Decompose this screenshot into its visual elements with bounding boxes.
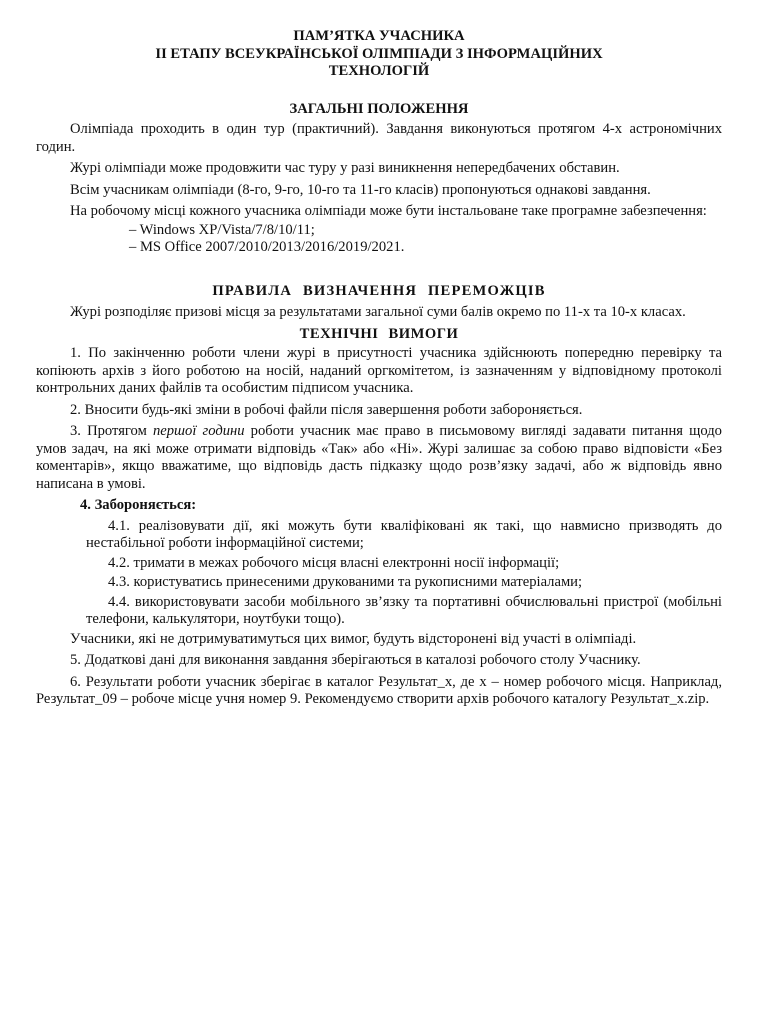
- winners-paragraph: Журі розподіляє призові місця за результатами загальної суми балів окремо по 11-х та 10-х класах.: [70, 304, 686, 320]
- tech-rule-2: 2. Вносити будь-які зміни в робочі файли після завершення роботи забороняється.: [70, 401, 583, 418]
- tech-rule-5: 5. Додаткові дані для виконання завдання зберігаються в каталозі робочого столу Учаснику.: [70, 652, 641, 668]
- ban-item-4-4: 4.4. використовувати засоби мобільного зв’язку та портативні обчислювальні пристрої (мобільні телефони, калькулятори, ноутбуки тощо).: [86, 593, 722, 627]
- general-paragraph-3: Всім учасникам олімпіади (8-го, 9-го, 10-го та 11-го класів) пропонуються однакові завдання.: [70, 181, 651, 198]
- tech-rule-3-italic: першої години: [152, 423, 245, 439]
- ban-item-4-1: 4.1. реалізовувати дії, які можуть бути кваліфіковані як такі, що навмисно призводять до нестабільної роботи інформаційної системи;: [86, 517, 722, 551]
- tech-heading: ТЕХНІЧНІ ВИМОГИ: [299, 325, 459, 342]
- tech-rule-4-heading: 4. Забороняється:: [80, 497, 197, 513]
- tech-rule-3-start: 3. Протягом: [70, 423, 153, 439]
- tech-rule-6: 6. Результати роботи учасник зберігає в каталог Результат_х, де х – номер робочого місця. Наприклад, Результат_09 – робоче місце учня номер 9. Рекомендуємо створити архів робочого каталогу Результат_х.zip.: [36, 673, 722, 707]
- header-title-line-3: ТЕХНОЛОГІЙ: [328, 63, 430, 79]
- general-paragraph-1: Олімпіада проходить в один тур (практичний). Завдання виконуються протягом 4-х астрономічних годин.: [36, 121, 722, 155]
- tech-section: [36, 326, 722, 709]
- tech-rule-3-end: роботи учасник має право в письмовому вигляді задавати питання щодо умов задач, на які може отримати відповідь «Так» або «Ні». Журі залишає за собою право відповісти «Без коментарів», якщо вважатиме, що відповідь дасть підказку щодо розв’язку задачі, або ж відповідь явно написана в умові.: [36, 423, 722, 492]
- tech-rule-3: [36, 423, 722, 493]
- general-section: [36, 101, 722, 257]
- general-heading: ЗАГАЛЬНІ ПОЛОЖЕННЯ: [289, 100, 469, 117]
- violation-paragraph: Учасники, які не дотримуватимуться цих вимог, будуть відсторонені від участі в олімпіаді.: [70, 630, 637, 647]
- document-header: [36, 26, 722, 81]
- general-paragraph-4: На робочому місці кожного учасника олімпіади може бути інстальоване таке програмне забезпечення:: [70, 203, 707, 219]
- header-title-line-1: ПАМ’ЯТКА УЧАСНИКА: [293, 28, 465, 44]
- ban-item-4-3: 4.3. користуватись принесеними друкованими та рукописними матеріалами;: [108, 574, 583, 590]
- ban-item-4-2: 4.2. тримати в межах робочого місця власні електронні носії інформації;: [108, 554, 560, 571]
- general-paragraph-2: Журі олімпіади може продовжити час туру у разі виникнення непередбачених обставин.: [70, 160, 620, 176]
- software-item-office: – MS Office 2007/2010/2013/2016/2019/2021.: [129, 239, 405, 255]
- tech-rule-1: 1. По закінченню роботи члени журі в присутності учасника здійснюють попередню перевірку та копіюють архів з його роботою на носій, наданий оргкомітетом, із зазначенням у відповідному протоколі контрольних даних файлів та особистим підписом учасника.: [36, 345, 722, 396]
- winners-section: [36, 283, 722, 322]
- header-title-line-2: ІІ ЕТАПУ ВСЕУКРАЇНСЬКОЇ ОЛІМПІАДИ З ІНФОРМАЦІЙНИХ: [155, 45, 603, 62]
- winners-heading: ПРАВИЛА ВИЗНАЧЕННЯ ПЕРЕМОЖЦІВ: [212, 282, 546, 299]
- software-item-windows: – Windows XP/Vista/7/8/10/11;: [129, 221, 315, 238]
